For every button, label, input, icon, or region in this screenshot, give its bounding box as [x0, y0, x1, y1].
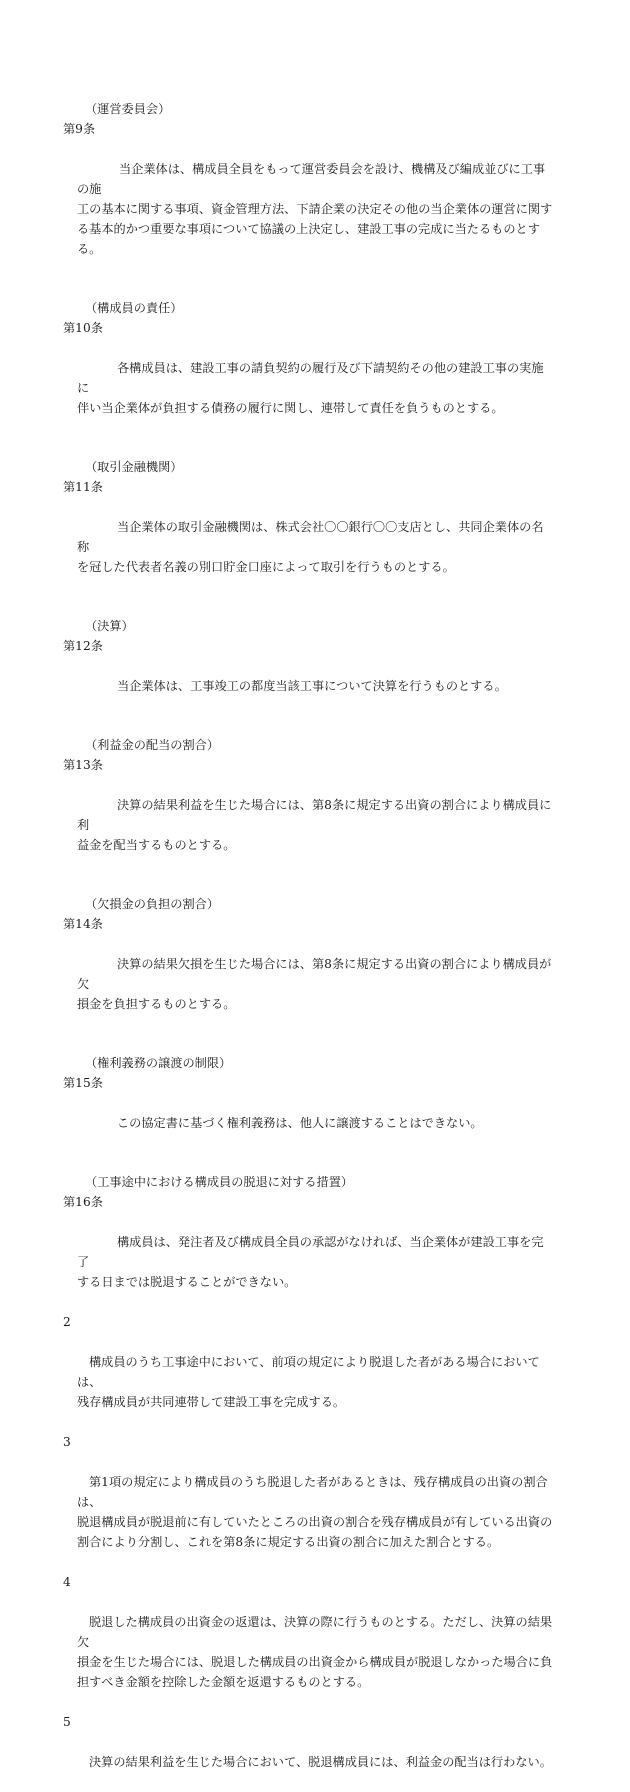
article-heading: （欠損金の負担の割合）	[85, 897, 220, 911]
paragraph-text: 構成員のうち工事途中において、前項の規定により脱退した者がある場合においては、 残存構成員が共同連帯して建設工事を完成する。	[77, 1355, 540, 1409]
article-body: 当企業体は、工事竣工の都度当該工事について決算を行うものとする。	[117, 679, 507, 693]
article-9	[63, 99, 555, 279]
document-body	[63, 99, 555, 1792]
paragraph-text: 第1項の規定により構成員のうち脱退した者があるときは、残存構成員の出資の割合は、 脱退構成員が脱退前に有していたところの出資の割合を残存構成員が有している出資の 割合により分割し、これを第8条に規定する出資の割合に加えた割合とする。	[77, 1475, 553, 1549]
article-text	[63, 755, 555, 875]
article-15	[63, 1053, 555, 1153]
article-16	[63, 1172, 555, 1792]
article-number: 第16条	[63, 1195, 103, 1209]
article-body: 構成員は、発注者及び構成員全員の承認がなければ、当企業体が建設工事を完了 する日までは脱退することができない。	[77, 1235, 544, 1289]
paragraph-2	[63, 1312, 555, 1432]
article-number: 第10条	[63, 321, 103, 335]
paragraph-number: 2	[63, 1315, 71, 1329]
article-heading: （利益金の配当の割合）	[85, 738, 220, 752]
article-text	[63, 1192, 555, 1312]
article-body: この協定書に基づく権利義務は、他人に譲渡することはできない。	[117, 1116, 483, 1130]
paragraph-text: 決算の結果利益を生じた場合において、脱退構成員には、利益金の配当は行わない。	[89, 1755, 552, 1769]
article-14	[63, 894, 555, 1034]
paragraph-number: 5	[63, 1715, 71, 1729]
article-13	[63, 735, 555, 875]
paragraph-number: 4	[63, 1575, 71, 1589]
article-text	[63, 477, 555, 597]
article-12	[63, 616, 555, 716]
article-number: 第12条	[63, 639, 103, 653]
paragraph-3	[63, 1432, 555, 1572]
article-text	[63, 914, 555, 1034]
article-heading: （権利義務の譲渡の制限）	[85, 1056, 232, 1070]
article-body: 各構成員は、建設工事の請負契約の履行及び下請契約その他の建設工事の実施に 伴い当企業体が負担する債務の履行に関し、連帯して責任を負うものとする。	[77, 361, 544, 415]
paragraph-number: 3	[63, 1435, 71, 1449]
article-heading: （決算）	[85, 619, 134, 633]
article-text	[63, 119, 555, 279]
article-heading: （運営委員会）	[85, 102, 171, 116]
article-11	[63, 457, 555, 597]
article-number: 第13条	[63, 758, 103, 772]
article-number: 第11条	[63, 480, 103, 494]
article-heading: （構成員の責任）	[85, 301, 183, 315]
article-body: 決算の結果欠損を生じた場合には、第8条に規定する出資の割合により構成員が欠 損金を負担するものとする。	[77, 957, 552, 1011]
article-10	[63, 298, 555, 438]
article-number: 第15条	[63, 1076, 103, 1090]
paragraph-4	[63, 1572, 555, 1712]
article-text	[63, 1073, 555, 1153]
article-heading: （工事途中における構成員の脱退に対する措置）	[85, 1175, 354, 1189]
article-heading: （取引金融機関）	[85, 460, 183, 474]
article-body: 当企業体は、構成員全員をもって運営委員会を設け、機構及び編成並びに工事の施 工の基本に関する事項、資金管理方法、下請企業の決定その他の当企業体の運営に関す る基本的かつ重要な事項について協議の上決定し、建設工事の完成に当たるものとする。	[77, 162, 553, 256]
article-text	[63, 318, 555, 438]
article-body: 当企業体の取引金融機関は、株式会社〇〇銀行〇〇支店とし、共同企業体の名称 を冠した代表者名義の別口貯金口座によって取引を行うものとする。	[77, 520, 544, 574]
paragraph-5	[63, 1712, 555, 1792]
article-number: 第9条	[63, 122, 96, 136]
article-text	[63, 636, 555, 716]
article-number: 第14条	[63, 917, 103, 931]
article-body: 決算の結果利益を生じた場合には、第8条に規定する出資の割合により構成員に利 益金を配当するものとする。	[77, 798, 552, 852]
paragraph-text: 脱退した構成員の出資金の返還は、決算の際に行うものとする。ただし、決算の結果欠 損金を生じた場合には、脱退した構成員の出資金から構成員が脱退しなかった場合に負 担すべき金額を控除した金額を返還するものとする。	[77, 1615, 553, 1689]
